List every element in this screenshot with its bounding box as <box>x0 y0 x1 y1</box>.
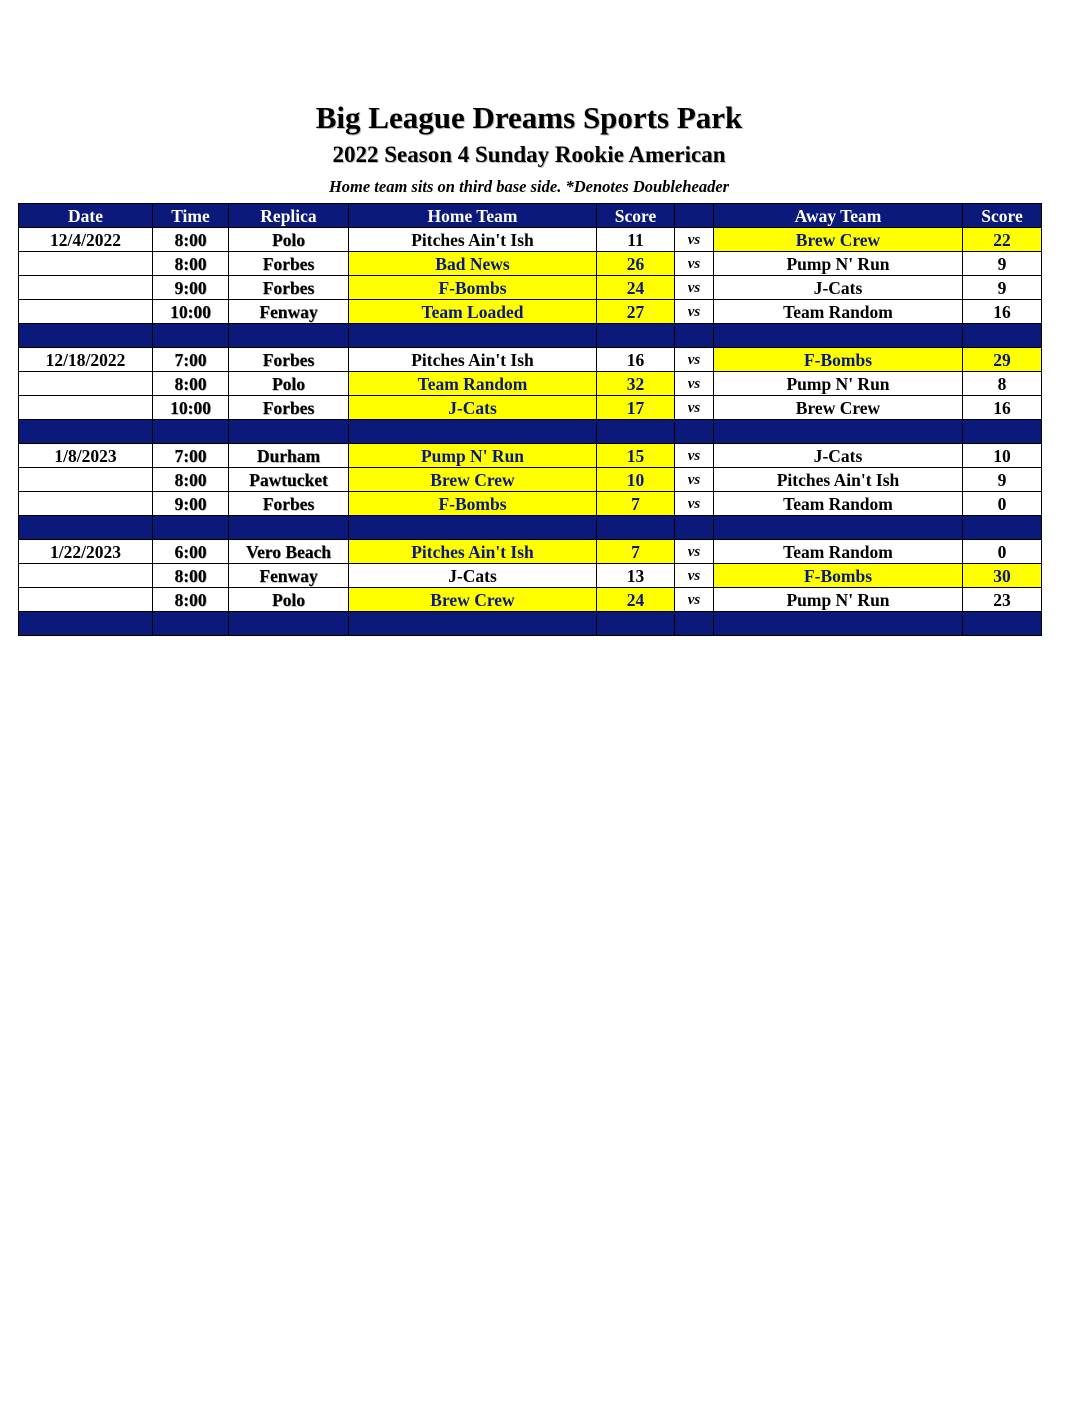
date-cell <box>19 588 153 612</box>
table-row <box>19 468 1042 492</box>
date-cell <box>19 564 153 588</box>
away-score-cell: 16 <box>963 300 1042 324</box>
away-score-cell: 29 <box>963 348 1042 372</box>
table-row <box>19 252 1042 276</box>
home-score-cell: 17 <box>597 396 675 420</box>
vs-cell: vs <box>675 252 714 276</box>
replica-cell: Forbes <box>229 492 349 516</box>
time-cell: 7:00 <box>153 348 229 372</box>
page-title: Big League Dreams Sports Park <box>315 100 743 135</box>
time-cell: 8:00 <box>153 228 229 252</box>
date-cell: 1/8/2023 <box>19 444 153 468</box>
replica-cell: Polo <box>229 372 349 396</box>
home-score-cell: 15 <box>597 444 675 468</box>
date-cell <box>19 492 153 516</box>
vs-cell: vs <box>675 564 714 588</box>
time-cell: 9:00 <box>153 276 229 300</box>
vs-cell: vs <box>675 588 714 612</box>
date-cell <box>19 372 153 396</box>
away-team-cell: Brew Crew <box>714 228 963 252</box>
table-row <box>19 564 1042 588</box>
separator-cell <box>349 420 597 444</box>
separator-cell <box>714 420 963 444</box>
home-score-cell: 13 <box>597 564 675 588</box>
column-header: Away Team <box>714 204 963 228</box>
replica-cell: Fenway <box>229 564 349 588</box>
away-score-cell: 9 <box>963 252 1042 276</box>
time-cell: 8:00 <box>153 588 229 612</box>
table-row <box>19 348 1042 372</box>
separator-cell <box>19 516 153 540</box>
away-score-cell: 9 <box>963 468 1042 492</box>
separator-cell <box>229 324 349 348</box>
away-score-cell: 8 <box>963 372 1042 396</box>
home-score-cell: 7 <box>597 492 675 516</box>
separator-cell <box>19 420 153 444</box>
table-row <box>19 540 1042 564</box>
page-subtitle: 2022 Season 4 Sunday Rookie American <box>332 142 726 167</box>
separator-cell <box>963 516 1042 540</box>
separator-cell <box>597 612 675 636</box>
away-team-cell: F-Bombs <box>714 348 963 372</box>
replica-cell: Polo <box>229 588 349 612</box>
replica-cell: Forbes <box>229 396 349 420</box>
home-score-cell: 24 <box>597 276 675 300</box>
schedule-note: Home team sits on third base side. *Denotes Doubleheader <box>328 177 730 196</box>
column-header: Score <box>963 204 1042 228</box>
column-header: Score <box>597 204 675 228</box>
replica-cell: Pawtucket <box>229 468 349 492</box>
away-team-cell: J-Cats <box>714 444 963 468</box>
home-team-cell: Team Loaded <box>349 300 597 324</box>
separator-row <box>19 420 1042 444</box>
separator-cell <box>597 516 675 540</box>
separator-cell <box>963 324 1042 348</box>
separator-cell <box>349 612 597 636</box>
replica-cell: Polo <box>229 228 349 252</box>
time-cell: 9:00 <box>153 492 229 516</box>
date-cell <box>19 468 153 492</box>
date-cell: 12/4/2022 <box>19 228 153 252</box>
away-team-cell: Team Random <box>714 492 963 516</box>
date-cell <box>19 276 153 300</box>
replica-cell: Forbes <box>229 276 349 300</box>
replica-cell: Durham <box>229 444 349 468</box>
schedule-body <box>19 228 1042 636</box>
separator-cell <box>229 612 349 636</box>
away-score-cell: 9 <box>963 276 1042 300</box>
separator-cell <box>963 612 1042 636</box>
table-row <box>19 444 1042 468</box>
schedule-table <box>18 203 1042 636</box>
replica-cell: Fenway <box>229 300 349 324</box>
time-cell: 10:00 <box>153 300 229 324</box>
vs-cell: vs <box>675 372 714 396</box>
away-score-cell: 0 <box>963 492 1042 516</box>
home-team-cell: Brew Crew <box>349 588 597 612</box>
separator-cell <box>349 324 597 348</box>
vs-cell: vs <box>675 396 714 420</box>
table-header-row <box>19 204 1042 228</box>
home-team-cell: J-Cats <box>349 396 597 420</box>
away-score-cell: 30 <box>963 564 1042 588</box>
separator-cell <box>714 516 963 540</box>
time-cell: 8:00 <box>153 252 229 276</box>
away-score-cell: 0 <box>963 540 1042 564</box>
time-cell: 7:00 <box>153 444 229 468</box>
separator-cell <box>675 420 714 444</box>
separator-cell <box>675 324 714 348</box>
home-team-cell: Pump N' Run <box>349 444 597 468</box>
separator-cell <box>153 420 229 444</box>
away-team-cell: Pump N' Run <box>714 588 963 612</box>
date-cell <box>19 300 153 324</box>
away-team-cell: Pump N' Run <box>714 372 963 396</box>
replica-cell: Vero Beach <box>229 540 349 564</box>
time-cell: 10:00 <box>153 396 229 420</box>
separator-cell <box>963 420 1042 444</box>
separator-cell <box>19 324 153 348</box>
column-header: Date <box>19 204 153 228</box>
vs-cell: vs <box>675 300 714 324</box>
separator-row <box>19 324 1042 348</box>
separator-cell <box>19 612 153 636</box>
home-score-cell: 27 <box>597 300 675 324</box>
time-cell: 8:00 <box>153 372 229 396</box>
date-cell: 1/22/2023 <box>19 540 153 564</box>
table-row <box>19 588 1042 612</box>
separator-cell <box>675 612 714 636</box>
home-team-cell: F-Bombs <box>349 492 597 516</box>
home-team-cell: F-Bombs <box>349 276 597 300</box>
away-team-cell: Team Random <box>714 300 963 324</box>
away-team-cell: Pitches Ain't Ish <box>714 468 963 492</box>
column-header: Time <box>153 204 229 228</box>
table-row <box>19 396 1042 420</box>
table-row <box>19 300 1042 324</box>
home-team-cell: J-Cats <box>349 564 597 588</box>
table-row <box>19 372 1042 396</box>
home-score-cell: 26 <box>597 252 675 276</box>
away-team-cell: F-Bombs <box>714 564 963 588</box>
away-score-cell: 22 <box>963 228 1042 252</box>
home-team-cell: Pitches Ain't Ish <box>349 228 597 252</box>
table-row <box>19 276 1042 300</box>
away-score-cell: 16 <box>963 396 1042 420</box>
vs-cell: vs <box>675 276 714 300</box>
time-cell: 8:00 <box>153 468 229 492</box>
home-score-cell: 7 <box>597 540 675 564</box>
home-team-cell: Pitches Ain't Ish <box>349 348 597 372</box>
home-score-cell: 16 <box>597 348 675 372</box>
vs-cell: vs <box>675 492 714 516</box>
separator-cell <box>229 420 349 444</box>
home-team-cell: Brew Crew <box>349 468 597 492</box>
date-cell <box>19 396 153 420</box>
vs-cell: vs <box>675 348 714 372</box>
home-score-cell: 24 <box>597 588 675 612</box>
home-score-cell: 32 <box>597 372 675 396</box>
separator-row <box>19 516 1042 540</box>
away-score-cell: 23 <box>963 588 1042 612</box>
vs-cell: vs <box>675 228 714 252</box>
away-team-cell: Pump N' Run <box>714 252 963 276</box>
column-header: Home Team <box>349 204 597 228</box>
separator-cell <box>229 516 349 540</box>
separator-cell <box>675 516 714 540</box>
date-cell <box>19 252 153 276</box>
home-team-cell: Team Random <box>349 372 597 396</box>
separator-cell <box>153 516 229 540</box>
separator-cell <box>597 420 675 444</box>
vs-cell: vs <box>675 540 714 564</box>
separator-cell <box>153 324 229 348</box>
away-team-cell: Team Random <box>714 540 963 564</box>
vs-cell: vs <box>675 444 714 468</box>
away-team-cell: Brew Crew <box>714 396 963 420</box>
table-row <box>19 228 1042 252</box>
replica-cell: Forbes <box>229 348 349 372</box>
table-row <box>19 492 1042 516</box>
home-score-cell: 10 <box>597 468 675 492</box>
separator-cell <box>714 612 963 636</box>
separator-row <box>19 612 1042 636</box>
replica-cell: Forbes <box>229 252 349 276</box>
time-cell: 6:00 <box>153 540 229 564</box>
away-score-cell: 10 <box>963 444 1042 468</box>
home-team-cell: Bad News <box>349 252 597 276</box>
column-header <box>675 204 714 228</box>
time-cell: 8:00 <box>153 564 229 588</box>
date-cell: 12/18/2022 <box>19 348 153 372</box>
vs-cell: vs <box>675 468 714 492</box>
column-header: Replica <box>229 204 349 228</box>
away-team-cell: J-Cats <box>714 276 963 300</box>
home-team-cell: Pitches Ain't Ish <box>349 540 597 564</box>
home-score-cell: 11 <box>597 228 675 252</box>
separator-cell <box>597 324 675 348</box>
separator-cell <box>714 324 963 348</box>
separator-cell <box>349 516 597 540</box>
separator-cell <box>153 612 229 636</box>
